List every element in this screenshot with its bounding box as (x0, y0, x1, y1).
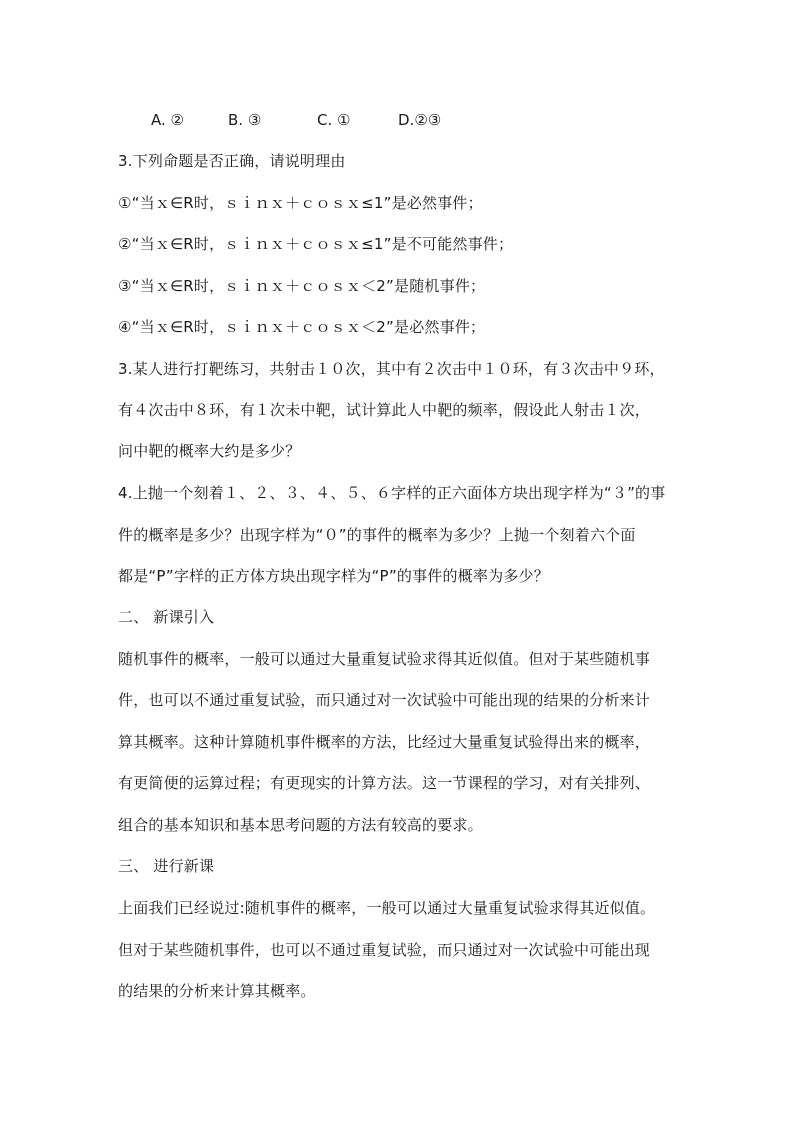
section-2-line-3: 算其概率。这种计算随机事件概率的方法，比经过大量重复试验得出来的概率， (118, 733, 651, 751)
section-2-line-5: 组合的基本知识和基本思考问题的方法有较高的要求。 (118, 816, 483, 834)
option-c: C. ① (317, 111, 351, 129)
option-a: A. ② (151, 111, 184, 129)
section-3-line-3: 的结果的分析来计算其概率。 (118, 982, 316, 1000)
question-4-line-3: 都是“P”字样的正方体方块出现字样为“P”的事件的概率为多少？ (118, 567, 549, 585)
proposition-4: ④“当ｘ∈R时，ｓｉｎｘ＋ｃｏｓｘ＜2”是必然事件； (118, 318, 486, 336)
question-3b-line-3: 问中靶的概率大约是多少？ (118, 442, 301, 460)
proposition-2: ②“当ｘ∈R时，ｓｉｎｘ＋ｃｏｓｘ≤1”是不可能然事件； (118, 235, 514, 253)
question-3-stem: 3.下列命题是否正确，请说明理由 (118, 152, 346, 170)
section-3-heading: 三、 进行新课 (118, 857, 215, 875)
proposition-3: ③“当ｘ∈R时，ｓｉｎｘ＋ｃｏｓｘ＜2”是随机事件； (118, 277, 486, 295)
section-3-line-2: 但对于某些随机事件，也可以不通过重复试验，而只通过对一次试验中可能出现 (118, 941, 651, 959)
section-2-heading: 二、 新课引入 (118, 608, 215, 626)
proposition-1: ①“当ｘ∈R时，ｓｉｎｘ＋ｃｏｓｘ≤1”是必然事件； (118, 194, 483, 212)
question-4-line-2: 件的概率是多少？出现字样为“０”的事件的概率为多少？上抛一个刻着六个面 (118, 526, 636, 544)
section-2-line-4: 有更简便的运算过程；有更现实的计算方法。这一节课程的学习，对有关排列、 (118, 774, 651, 792)
question-3b-line-1: 3.某人进行打靶练习，共射击１０次，其中有２次击中１０环，有３次击中９环， (118, 360, 665, 378)
question-3b-line-2: 有４次击中８环，有１次未中靶，试计算此人中靶的频率，假设此人射击１次， (118, 401, 651, 419)
question-4-line-1: 4.上抛一个刻着１、２、３、４、５、６字样的正六面体方块出现字样为“３”的事 (118, 484, 666, 502)
option-b: B. ③ (228, 111, 262, 129)
section-3-line-1: 上面我们已经说过:随机事件的概率，一般可以通过大量重复试验求得其近似值。 (118, 899, 656, 917)
section-2-line-1: 随机事件的概率，一般可以通过大量重复试验求得其近似值。但对于某些随机事 (118, 650, 651, 668)
section-2-line-2: 件，也可以不通过重复试验，而只通过对一次试验中可能出现的结果的分析来计 (118, 691, 651, 709)
option-d: D.②③ (398, 111, 442, 129)
